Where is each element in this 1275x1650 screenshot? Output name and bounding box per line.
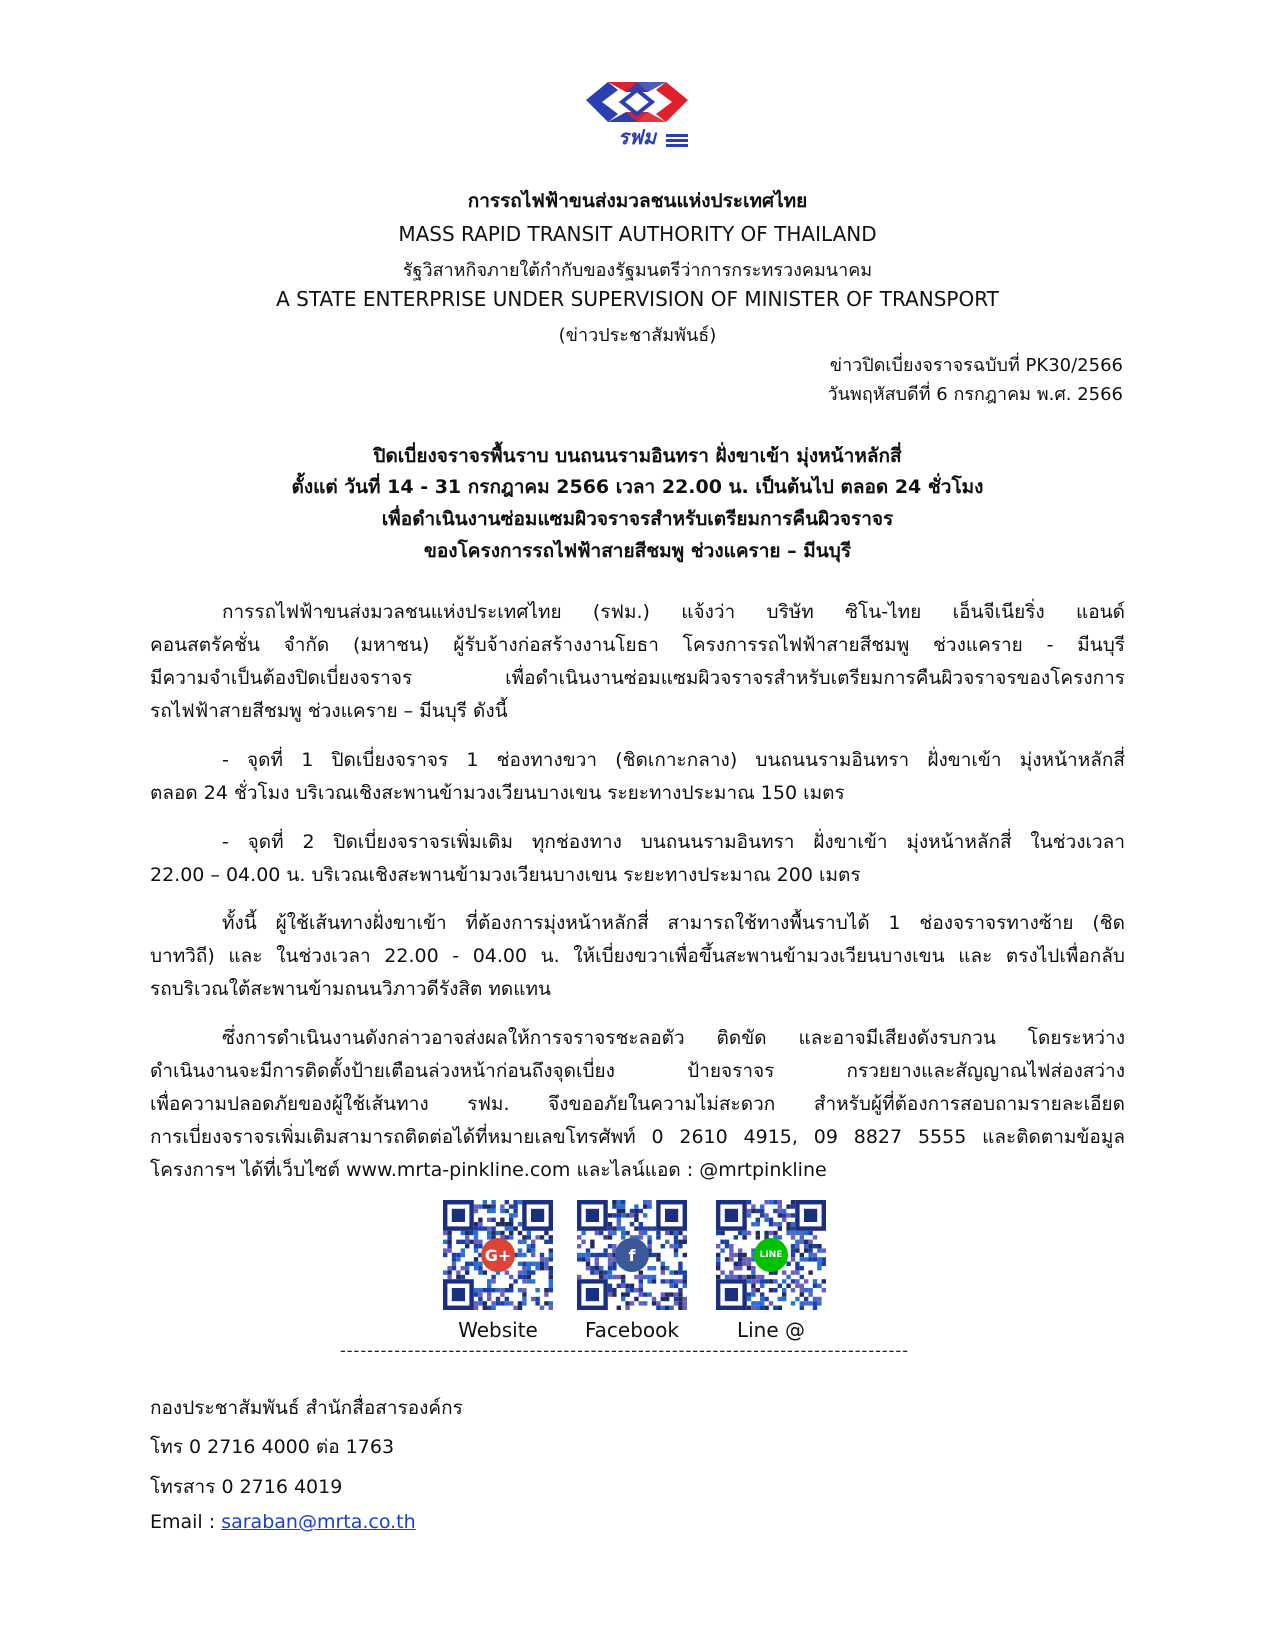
footer-department: กองประชาสัมพันธ์ สำนักสื่อสารองค์กร (150, 1397, 463, 1419)
website-qr-code[interactable] (443, 1200, 553, 1310)
body-line: รถบริเวณใต้สะพานข้ามถนนวิภาวดีรังสิต ทดแทน (150, 978, 551, 1000)
body-line: ซึ่งการดำเนินงานดังกล่าวอาจส่งผลให้การจราจรชะลอตัว ติดขัด และอาจมีเสียงดังรบกวน โดยระหว่าง (222, 1027, 1125, 1049)
org-subtitle-en: A STATE ENTERPRISE UNDER SUPERVISION OF MINISTER OF TRANSPORT (276, 287, 999, 311)
qr-label-line: Line @ (736, 1318, 806, 1342)
body-line: เพื่อความปลอดภัยของผู้ใช้เส้นทาง รฟม. จึงขออภัยในความไม่สะดวก สำหรับผู้ที่ต้องการสอบถามรายละเอียด (150, 1093, 1125, 1115)
facebook-qr-code[interactable] (577, 1200, 687, 1310)
divider-line: ------------------------------------------------------------------------------------ (340, 1341, 909, 1360)
headline-line: ปิดเบี่ยงจราจรพื้นราบ บนถนนรามอินทรา ฝั่งขาเข้า มุ่งหน้าหลักสี่ (373, 445, 902, 467)
body-line: โครงการฯ ได้ที่เว็บไซต์ www.mrta-pinkline.com และไลน์แอด : @mrtpinkline (150, 1159, 827, 1181)
qr-label-website: Website (458, 1318, 538, 1342)
line-icon: LINE (754, 1238, 788, 1272)
body-line: ดำเนินงานจะมีการติดตั้งป้ายเตือนล่วงหน้าก่อนถึงจุดเบี่ยง ป้ายจราจร กรวยยางและสัญญาณไฟส่องสว่าง (150, 1060, 1125, 1082)
footer-email (150, 1511, 416, 1533)
line-qr-code[interactable] (716, 1200, 826, 1310)
org-name-en: MASS RAPID TRANSIT AUTHORITY OF THAILAND (398, 222, 877, 246)
body-line: การเบี่ยงจราจรเพิ่มเติมสามารถติดต่อได้ที่หมายเลขโทรศัพท์ 0 2610 4915, 09 8827 5555 และติดตามข้อมูล (150, 1126, 1125, 1148)
body-line: คอนสตรัคชั่น จำกัด (มหาชน) ผู้รับจ้างก่อสร้างงานโยธา โครงการรถไฟฟ้าสายสีชมพู ช่วงแคราย - มีนบุรี (150, 634, 1125, 656)
body-line: - จุดที่ 2 ปิดเบี่ยงจราจรเพิ่มเติม ทุกช่องทาง บนถนนรามอินทรา ฝั่งขาเข้า มุ่งหน้าหลักสี่ ในช่วงเวลา (222, 831, 1125, 853)
release-date: วันพฤหัสบดีที่ 6 กรกฎาคม พ.ศ. 2566 (827, 384, 1123, 405)
org-subtitle-th: รัฐวิสาหกิจภายใต้กำกับของรัฐมนตรีว่าการกระทรวงคมนาคม (402, 260, 873, 281)
body-line: ตลอด 24 ชั่วโมง บริเวณเชิงสะพานข้ามวงเวียนบางเขน ระยะทางประมาณ 150 เมตร (150, 782, 845, 804)
reference-number: ข่าวปิดเบี่ยงจราจรฉบับที่ PK30/2566 (829, 355, 1123, 376)
headline-line: เพื่อดำเนินงานซ่อมแซมผิวจราจรสำหรับเตรียมการคืนผิวจราจร (381, 508, 894, 530)
body-line: บาทวิถี) และ ในช่วงเวลา 22.00 - 04.00 น. ให้เบี่ยงขวาเพื่อขึ้นสะพานข้ามวงเวียนบางเขน และ ตรงไปเพื่อกลับ (150, 945, 1125, 967)
body-line: มีความจำเป็นต้องปิดเบี่ยงจราจร เพื่อดำเนินงานซ่อมแซมผิวจราจรสำหรับเตรียมการคืนผิวจราจรของโครงการ (150, 667, 1125, 689)
org-name-th: การรถไฟฟ้าขนส่งมวลชนแห่งประเทศไทย (467, 190, 808, 212)
headline-line: ตั้งแต่ วันที่ 14 - 31 กรกฎาคม 2566 เวลา 22.00 น. เป็นต้นไป ตลอด 24 ชั่วโมง (291, 476, 984, 498)
footer-fax: โทรสาร 0 2716 4019 (150, 1476, 343, 1498)
qr-label-facebook: Facebook (585, 1318, 679, 1342)
press-release-label: (ข่าวประชาสัมพันธ์) (558, 325, 717, 346)
facebook-icon: f (615, 1238, 649, 1272)
body-line: รถไฟฟ้าสายสีชมพู ช่วงแคราย – มีนบุรี ดังนี้ (150, 700, 508, 722)
email-link[interactable]: saraban@mrta.co.th (221, 1511, 416, 1533)
body-line: การรถไฟฟ้าขนส่งมวลชนแห่งประเทศไทย (รฟม.) แจ้งว่า บริษัท ซิโน-ไทย เอ็นจีเนียริ่ง แอนด์ (222, 601, 1125, 623)
body-line: ทั้งนี้ ผู้ใช้เส้นทางฝั่งขาเข้า ที่ต้องการมุ่งหน้าหลักสี่ สามารถใช้ทางพื้นราบได้ 1 ช่องจราจรทางซ้าย (ชิด (222, 912, 1125, 934)
logo-text: รฟม (617, 125, 657, 149)
body-line: 22.00 – 04.00 น. บริเวณเชิงสะพานข้ามวงเวียนบางเขน ระยะทางประมาณ 200 เมตร (150, 864, 861, 886)
body-line: - จุดที่ 1 ปิดเบี่ยงจราจร 1 ช่องทางขวา (ชิดเกาะกลาง) บนถนนรามอินทรา ฝั่งขาเข้า มุ่งหน้าหลักสี่ (222, 749, 1125, 771)
headline-line: ของโครงการรถไฟฟ้าสายสีชมพู ช่วงแคราย – มีนบุรี (423, 540, 852, 562)
footer-phone: โทร 0 2716 4000 ต่อ 1763 (150, 1436, 395, 1458)
mrta-logo (578, 78, 696, 160)
google-plus-icon: G+ (481, 1238, 515, 1272)
email-label: Email : (150, 1511, 222, 1533)
